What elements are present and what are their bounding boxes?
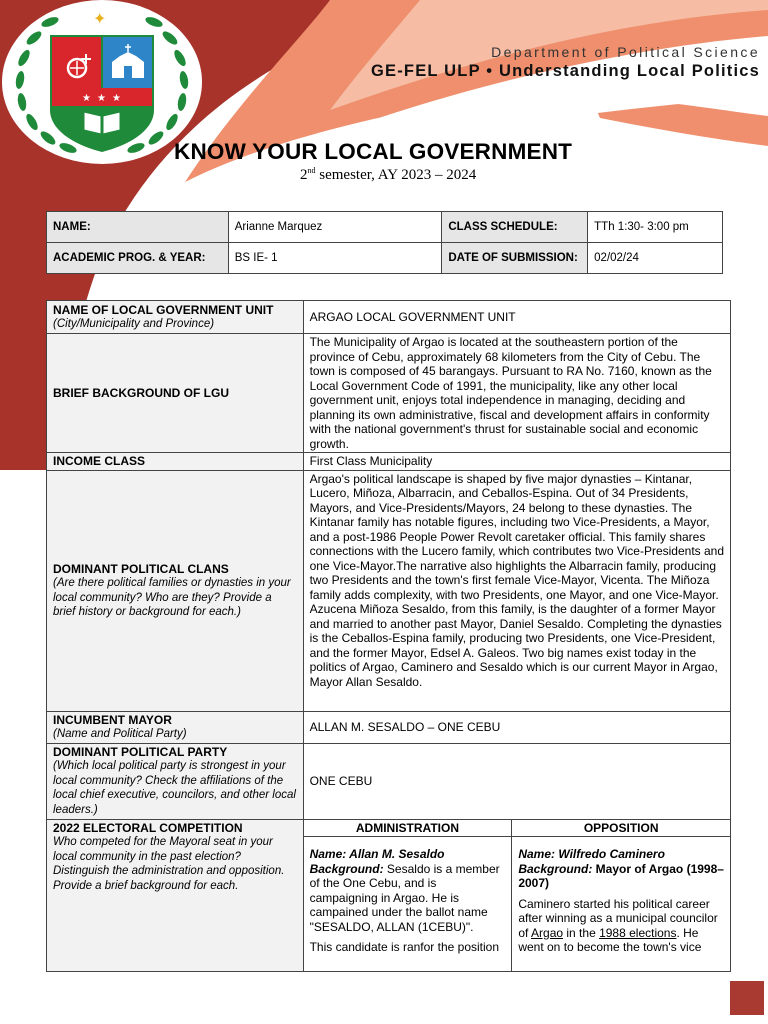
table-row [47, 243, 723, 274]
mayor-label-cell [47, 711, 304, 743]
election-hint: Who competed for the Mayoral seat in your local community in the past election? Distinguish the administration and opposition. Provide a brief background for each. [53, 836, 285, 892]
party-label: DOMINANT POLITICAL PARTY [53, 744, 228, 759]
mayor-value: ALLAN M. SESALDO – ONE CEBU [303, 711, 730, 743]
table-row [47, 819, 731, 837]
admin-candidate-name: Name: Allan M. Sesaldo [309, 847, 445, 861]
table-row [47, 453, 731, 471]
semester-line [300, 166, 476, 184]
background-label: BRIEF BACKGROUND OF LGU [53, 385, 229, 400]
clans-hint: (Are there political families or dynasties in your local community? Who are they? Provide a brief history or background for each.) [53, 577, 291, 618]
department-logo [0, 0, 205, 165]
opp-background-label: Background: [518, 861, 593, 876]
semester-number: 2 [300, 167, 308, 183]
clans-label-cell [47, 470, 304, 711]
background-label-cell [47, 334, 304, 453]
table-row [47, 301, 731, 334]
schedule-value: TTh 1:30- 3:00 pm [588, 212, 723, 243]
schedule-label: CLASS SCHEDULE: [442, 212, 588, 243]
election-label: 2022 ELECTORAL COMPETITION [53, 820, 243, 835]
lgu-details-table [46, 300, 731, 972]
svg-text:✦: ✦ [93, 9, 107, 28]
administration-candidate [303, 837, 512, 972]
program-label: ACADEMIC PROG. & YEAR: [47, 243, 229, 274]
admin-background-label: Background: [309, 861, 384, 876]
income-label: INCOME CLASS [53, 454, 146, 468]
party-hint: (Which local political party is strongest in your local community? Check the affiliations of the local chief executive, councilors, and other local leaders.) [53, 760, 296, 816]
name-value: Arianne Marquez [228, 212, 442, 243]
opp-background-text: Mayor of Argao (1998–2007) [518, 861, 724, 890]
table-row [47, 334, 731, 453]
admin-more-text: This candidate is ranfor the position [309, 940, 500, 954]
election-label-cell [47, 819, 304, 972]
svg-text:★: ★ [112, 93, 121, 104]
mayor-hint: (Name and Political Party) [53, 728, 187, 740]
income-value: First Class Municipality [303, 453, 730, 471]
lgu-hint: (City/Municipality and Province) [53, 318, 215, 330]
lgu-label: NAME OF LOCAL GOVERNMENT UNIT [53, 302, 274, 317]
table-row [47, 743, 731, 819]
background-value: The Municipality of Argao is located at the southeastern portion of the province of Cebu, approximately 68 kilometers from the City of Cebu. The town is composed of 45 barangays. Pursuant to RA No. 7160, known as the Local Government Code of 1991, the municipality, like any other local government unit, enjoys total independence in managing, deciding and planning its own administrative, fiscal and development affairs in conformity with the national government's thrust for sustainable social and economic growth. [303, 334, 730, 453]
corner-accent-block [730, 981, 764, 1015]
income-label-cell [47, 453, 304, 471]
table-row [47, 711, 731, 743]
clans-label: DOMINANT POLITICAL CLANS [53, 561, 229, 576]
elections-link[interactable]: 1988 elections [599, 925, 677, 940]
name-label: NAME: [47, 212, 229, 243]
administration-header: ADMINISTRATION [303, 819, 512, 837]
argao-link[interactable]: Argao [531, 925, 564, 940]
party-value: ONE CEBU [303, 743, 730, 819]
lgu-label-cell [47, 301, 304, 334]
student-info-table [46, 211, 723, 274]
semester-ordinal: nd [307, 166, 316, 175]
opposition-candidate [512, 837, 731, 972]
lgu-value: ARGAO LOCAL GOVERNMENT UNIT [303, 301, 730, 334]
page-title: KNOW YOUR LOCAL GOVERNMENT [174, 139, 573, 164]
admin-background-text: Sesaldo is a member of the One Cebu, and is campaigning in Argao. He is campained under the ballot name "SESALDO, ALLAN (1CEBU)". [309, 861, 500, 934]
svg-text:★: ★ [97, 93, 106, 104]
program-value: BS IE- 1 [228, 243, 442, 274]
opposition-header: OPPOSITION [512, 819, 731, 837]
submission-value: 02/02/24 [588, 243, 723, 274]
course-title: GE-FEL ULP • Understanding Local Politics [371, 62, 760, 80]
table-row [47, 212, 723, 243]
department-name: Department of Political Science [491, 44, 760, 60]
semester-text: semester, AY 2023 – 2024 [315, 167, 477, 183]
opp-candidate-name: Name: Wilfredo Caminero [518, 847, 665, 861]
table-row [47, 470, 731, 711]
submission-label: DATE OF SUBMISSION: [442, 243, 588, 274]
mayor-label: INCUMBENT MAYOR [53, 712, 172, 727]
clans-value: Argao's political landscape is shaped by five major dynasties – Kintanar, Lucero, Miñoza, Albarracin, and Ceballos-Espina. Out of 34 Presidents, Mayors, and Vice-Presidents/Mayors, 24 belong to these dynasties. The Kintanar family has notable figures, including two Vice-Presidents, a Mayor, and a post-1986 People Power Revolt caretaker official. This family shares connections with the Lucero family, which contributes two Vice-Presidents and one Vice-Mayor.The narrative also highlights the Albarracin family, producing two Presidents and the town's first female Vice-Mayor, Vicenta. The Miñoza family adds complexity, with two Presidents, one Mayor, and one Vice-Mayor. Azucena Miñoza Sesaldo, from this family, is the daughter of a former Mayor and married to another past Mayor, Daniel Sesaldo. Completing the dynasties is the Ceballos-Espina family, producing two Presidents, one Vice-President, and the former Mayor, Edsel A. Galeos. Two big names exist today in the politics of Argao, Caminero and Sesaldo which is our current Mayor in Argao, Mayor Allan Sesaldo. [303, 470, 730, 711]
opp-text-1: Caminero started his political career after winning as a municipal councilor of [518, 896, 718, 940]
opp-text-3: . He went on to become the town's vice [518, 925, 702, 954]
party-label-cell [47, 743, 304, 819]
svg-text:★: ★ [82, 93, 91, 104]
opp-text-2: in the [563, 925, 600, 940]
